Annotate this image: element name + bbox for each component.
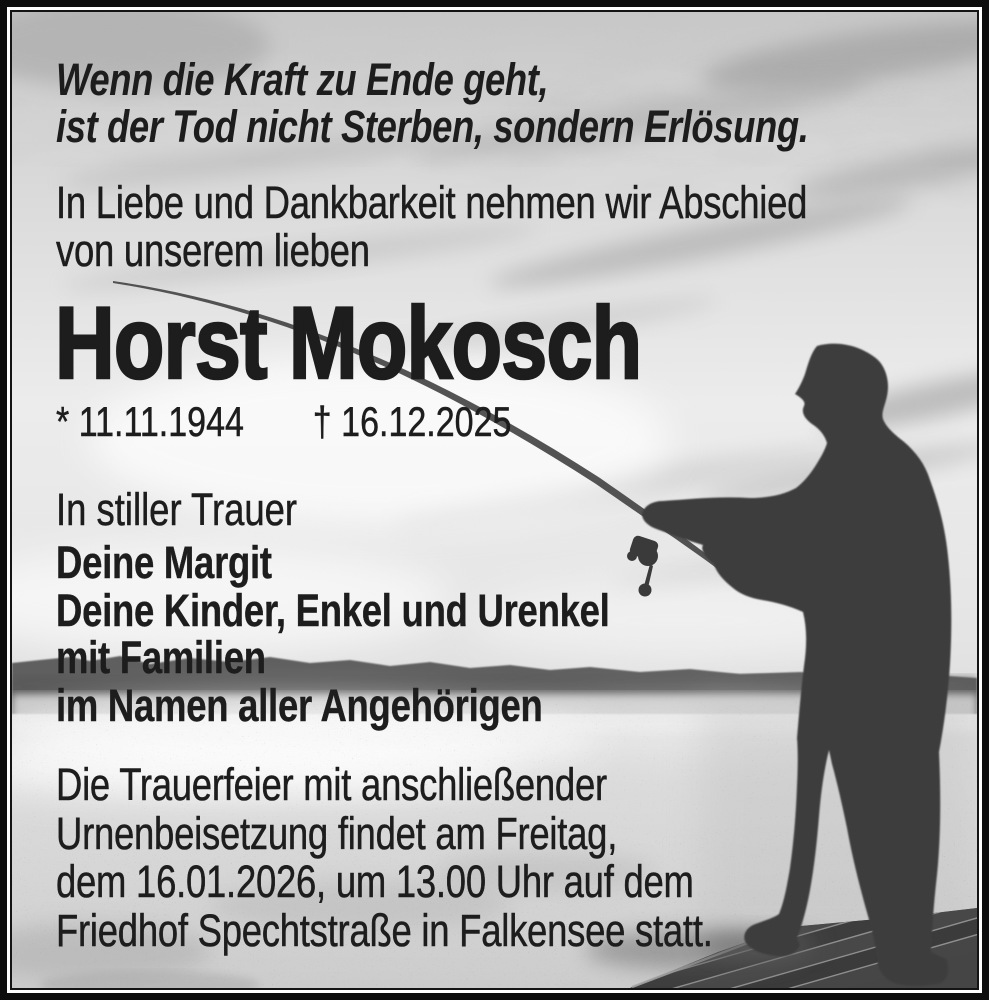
farewell-intro — [56, 179, 979, 275]
mourning-intro: In stiller Trauer — [56, 484, 298, 535]
death-symbol: † — [312, 398, 332, 445]
background-photo-fisherman-at-lake — [12, 12, 977, 988]
mourners-list — [56, 539, 739, 729]
ceremony-line-2: Urnenbeisetzung findet am Freitag, — [56, 807, 618, 859]
ceremony-line-3: dem 16.01.2026, um 13.00 Uhr auf dem — [56, 856, 694, 907]
mourner-line-1: Deine Margit — [56, 537, 272, 588]
white-mat-border — [7, 7, 982, 993]
birth-symbol: * — [56, 398, 70, 445]
text-overlay — [12, 12, 977, 988]
intro-line-2: von unserem lieben — [56, 225, 370, 276]
quote-line-1: Wenn die Kraft zu Ende geht, — [56, 54, 549, 105]
ceremony-line-4: Friedhof Spechtstraße in Falkensee statt. — [56, 904, 713, 956]
birth-date: * 11.11.1944 — [56, 398, 244, 445]
quote-line-2: ist der Tod nicht Sterben, sondern Erlösung. — [56, 101, 809, 152]
ceremony-details — [56, 761, 867, 955]
intro-line-1: In Liebe und Dankbarkeit nehmen wir Abschied — [56, 177, 808, 228]
inner-black-border — [10, 10, 979, 990]
mourner-line-2: Deine Kinder, Enkel und Urenkel — [56, 584, 610, 636]
ceremony-line-1: Die Trauerfeier mit anschließender — [56, 759, 607, 810]
life-dates — [56, 398, 512, 445]
quote-block — [56, 56, 979, 150]
mourner-line-4: im Namen aller Angehörigen — [56, 679, 543, 731]
death-date: † 16.12.2025 — [312, 398, 512, 445]
mourner-line-3: mit Familien — [56, 632, 266, 683]
deceased-name: Horst Mokosch — [55, 286, 642, 400]
